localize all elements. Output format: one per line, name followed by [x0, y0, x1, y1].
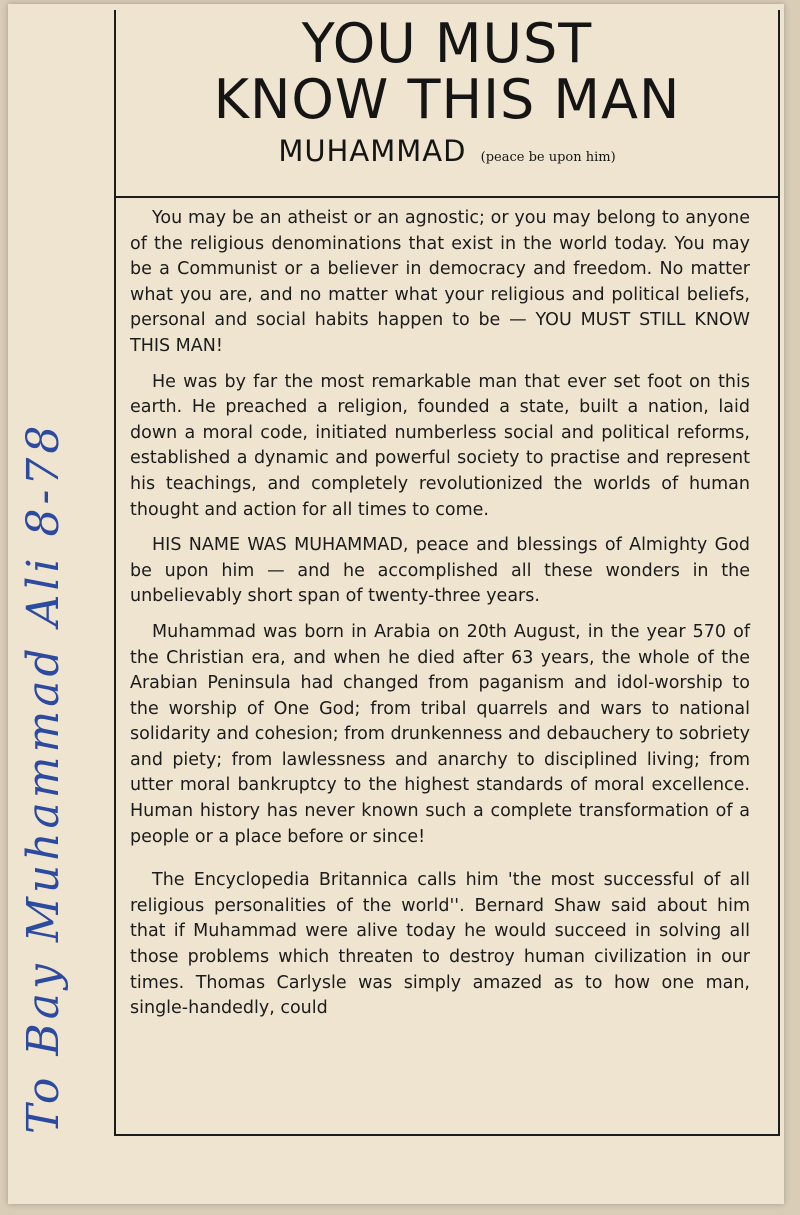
title-line-2: KNOW THIS MAN [213, 68, 681, 131]
paragraph-5: The Encyclopedia Britannica calls him 'the most successful of all religious personalities of the world''. Bernard Shaw said about him that if Muhammad were alive today he would succeed in solving all those problems which threaten to destroy human civilization in our times. Thomas Carlysle was simply amazed as to how one man, single-handedly, could [130, 870, 750, 1019]
subtitle-name: MUHAMMAD [278, 134, 467, 168]
subtitle-note: (peace be upon him) [480, 150, 616, 165]
handwritten-inscription: To Bay Muhammad Ali 8-78 [18, 421, 69, 1134]
subtitle [116, 134, 778, 168]
paragraph-4: Muhammad was born in Arabia on 20th August, in the year 570 of the Christian era, and when he died after 63 years, the whole of the Arabian Peninsula had changed from paganism and idol-worship to the worship of One God; from tribal quarrels and wars to national solidarity and cohesion; from drunkenness and debauchery to sobriety and piety; from lawlessness and anarchy to disciplined living; from utter moral bankruptcy to the highest standards of moral excellence. Human history has never known such a complete transformation of a people or a place before or since! [130, 621, 750, 847]
article-header [116, 10, 778, 198]
paragraph-2: He was by far the most remarkable man that ever set foot on this earth. He preached a religion, founded a state, built a nation, laid down a moral code, initiated numberless social and political reforms, established a dynamic and powerful society to practise and represent his teachings, and completely revolutionized the worlds of human thought and action for all times to come. [130, 371, 750, 520]
article-frame [114, 10, 780, 1136]
paragraph-1: You may be an atheist or an agnostic; or you may belong to anyone of the religious denominations that exist in the world today. You may be a Communist or a believer in democracy and freedom. No matter what you are, and no matter what your religious and political beliefs, personal and social habits happen to be — YOU MUST STILL KNOW THIS MAN! [130, 208, 750, 356]
paper-page [8, 4, 784, 1204]
article-body [130, 206, 750, 1032]
title-line-1: YOU MUST [301, 12, 593, 75]
paragraph-3: HIS NAME WAS MUHAMMAD, peace and blessings of Almighty God be upon him — and he accomplished all these wonders in the unbelievably short span of twenty-three years. [130, 535, 750, 607]
